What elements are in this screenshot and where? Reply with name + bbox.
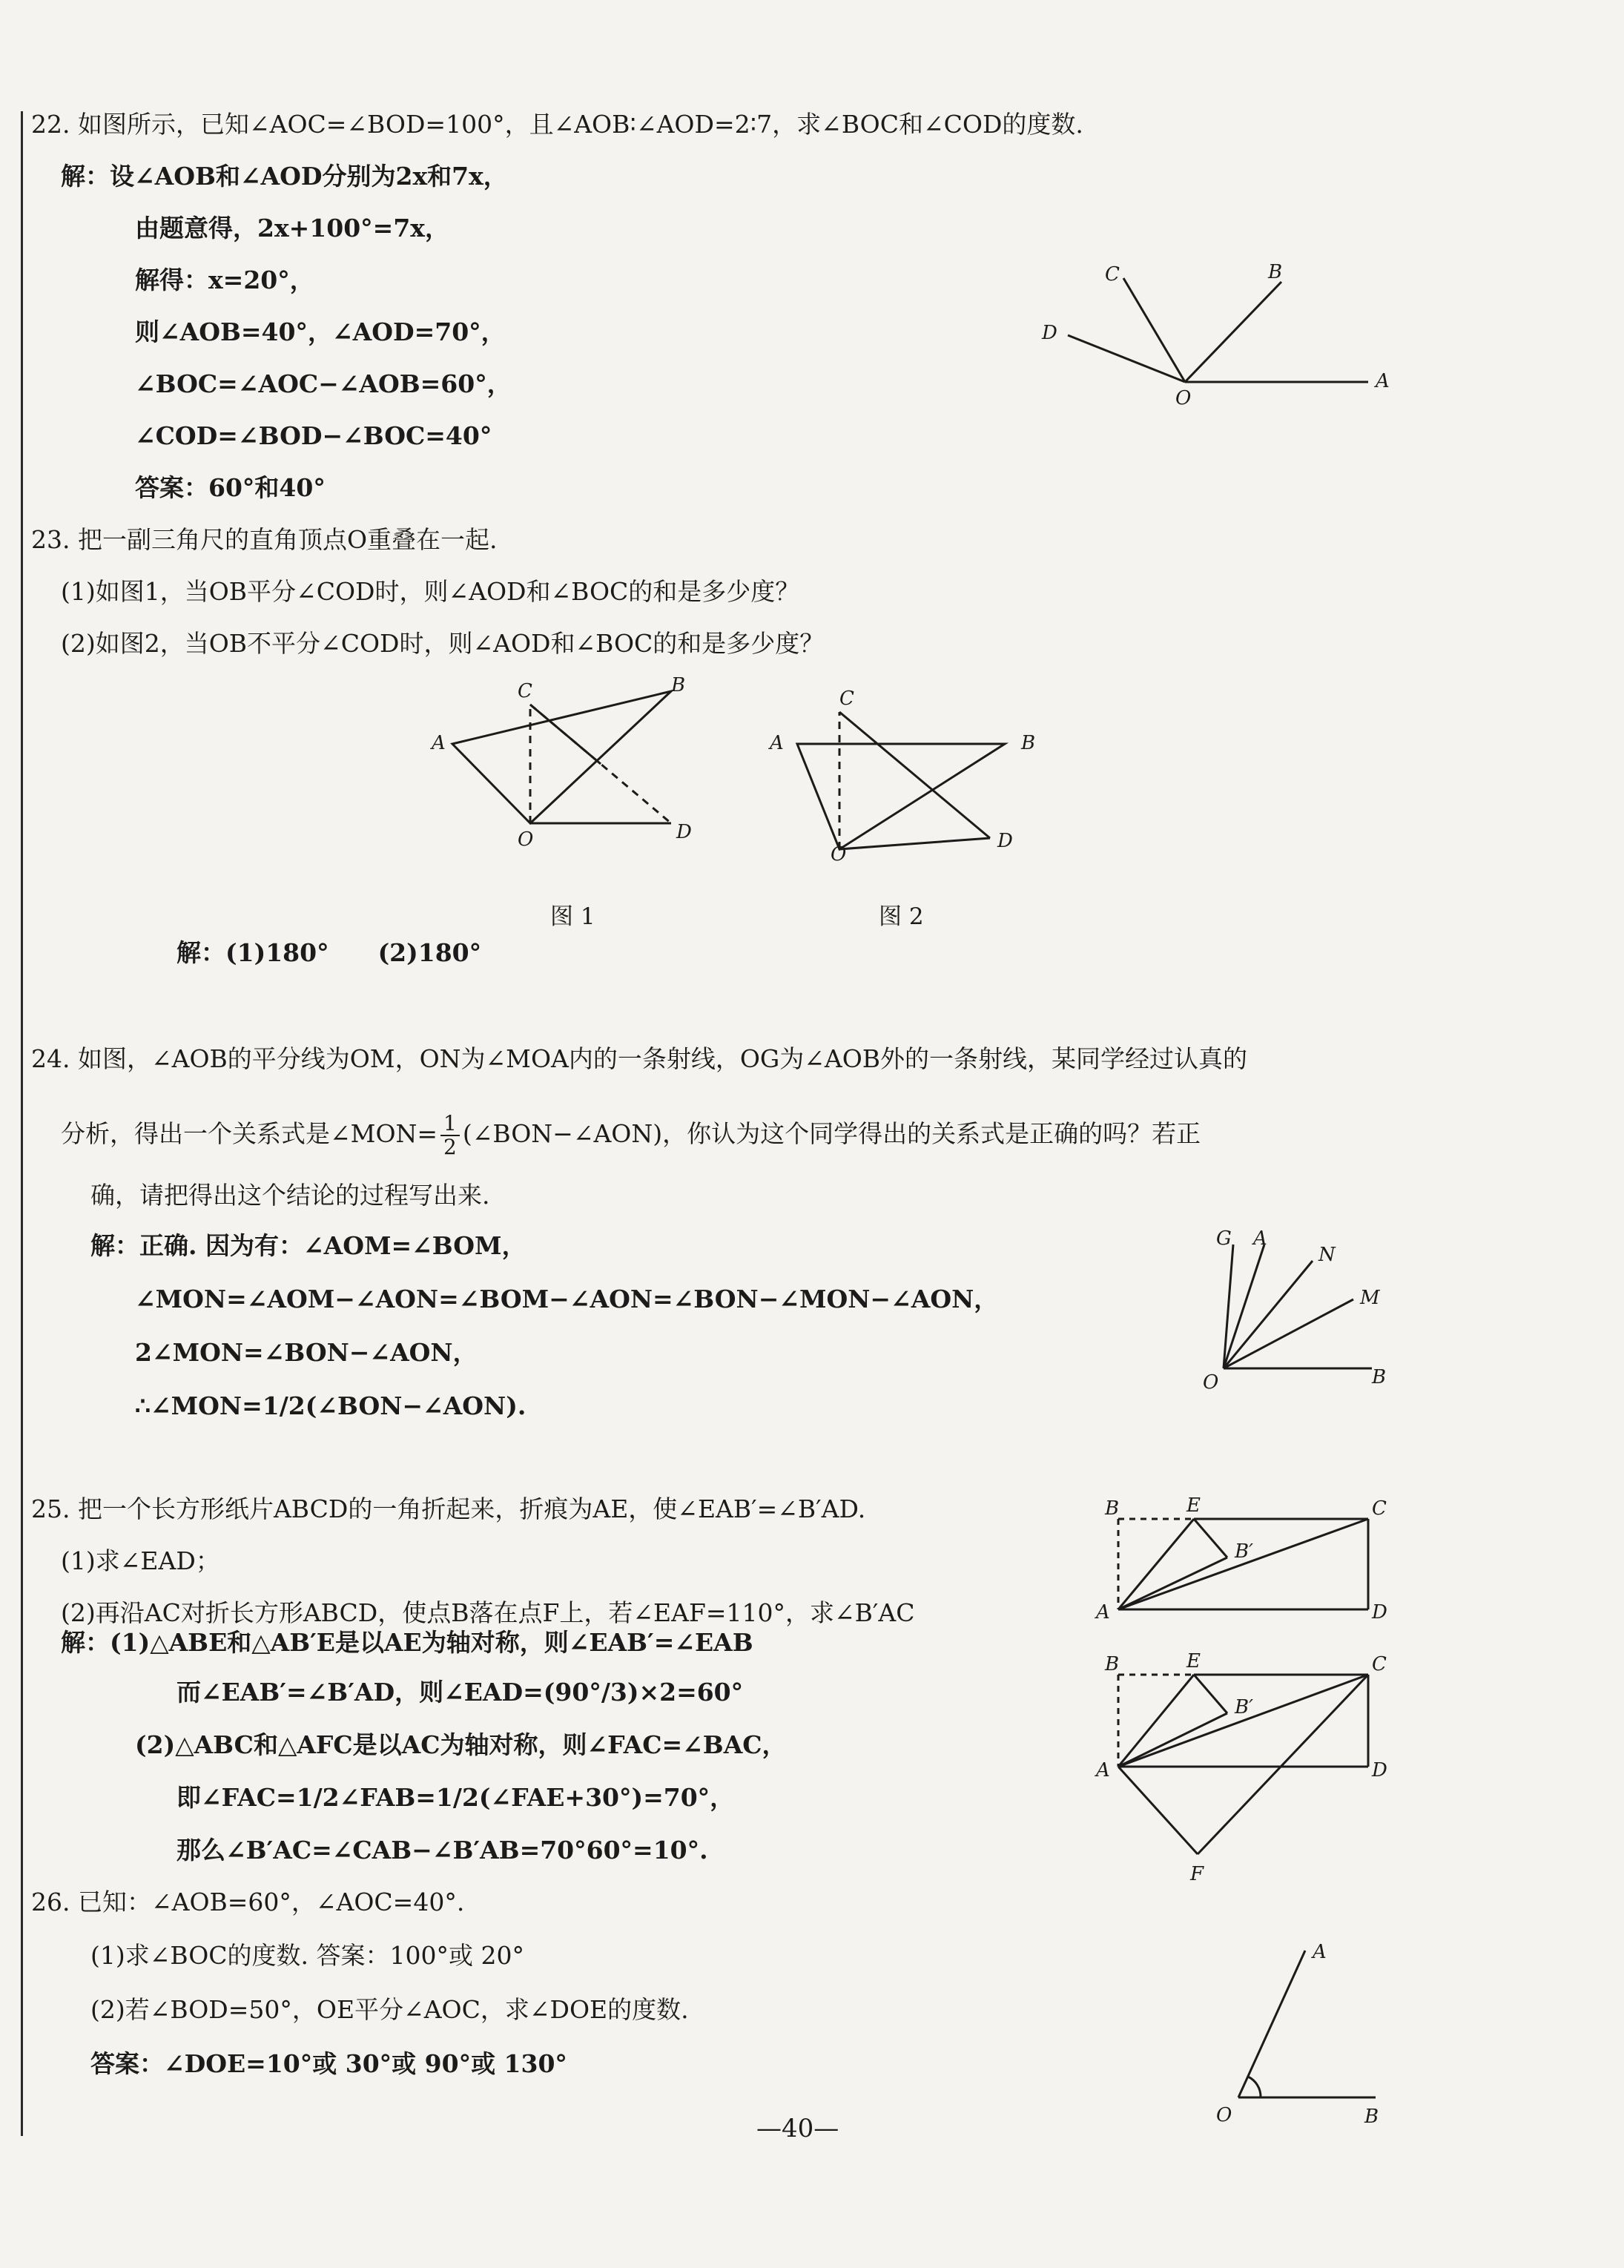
- q23-figure-2: [756, 682, 1053, 866]
- q23-fig2-label-d: D: [997, 830, 1013, 852]
- q23-fig2-label-b: B: [1021, 732, 1036, 754]
- q22-label-o: O: [1175, 387, 1192, 409]
- q22-solution-line: ∠COD=∠BOD−∠BOC=40°: [135, 421, 492, 450]
- q24-fraction: [440, 1112, 460, 1158]
- q23-fig2-caption: 图 2: [879, 903, 924, 930]
- q26-part-1: (1)求∠BOC的度数. 答案：100°或 20°: [90, 1941, 525, 1970]
- q25-fig2-label-a: A: [1096, 1759, 1110, 1781]
- q22-figure: [1031, 252, 1416, 415]
- q24-line2-suffix: (∠BON−∠AON)，你认为这个同学得出的关系式是正确的吗？若正: [462, 1119, 1201, 1148]
- q24-label-b: B: [1372, 1366, 1387, 1388]
- q23-fig1-label-b: B: [671, 674, 686, 696]
- q22-solution-line: 解：设∠AOB和∠AOD分别为2x和7x，: [61, 162, 508, 191]
- q23-figure-1: [423, 675, 719, 853]
- q26-answer: 答案：∠DOE=10°或 30°或 90°或 130°: [90, 2049, 567, 2078]
- q25-part-2: (2)再沿AC对折长方形ABCD，使点B落在点F上，若∠EAF=110°，求∠B′AC: [61, 1598, 915, 1627]
- q26-label-a: A: [1313, 1941, 1327, 1963]
- q24-solution-line: 2∠MON=∠BON−∠AON，: [135, 1338, 478, 1367]
- q25-solution-line: 解：(1)△ABE和△AB′E是以AE为轴对称，则∠EAB′=∠EAB: [61, 1628, 753, 1657]
- q22-solution-line: 解得：x=20°，: [135, 266, 314, 294]
- q24-question-line2: [61, 1112, 1201, 1158]
- q25-part-1: (1)求∠EAD；: [61, 1546, 220, 1575]
- q25-fig1-label-d: D: [1372, 1601, 1387, 1623]
- q25-solution-line: 即∠FAC=1/2∠FAB=1/2(∠FAE+30°)=70°，: [176, 1783, 735, 1812]
- q22-label-d: D: [1042, 322, 1057, 344]
- q24-question-line3: 确，请把得出这个结论的过程写出来.: [90, 1181, 490, 1210]
- q23-fig1-label-c: C: [518, 680, 532, 702]
- page-number: —40—: [756, 2114, 839, 2143]
- q25-figure-1: [1083, 1483, 1409, 1632]
- q25-fig1-label-e: E: [1186, 1494, 1201, 1517]
- q24-label-m: M: [1360, 1287, 1380, 1309]
- q22-solution-line: 则∠AOB=40°，∠AOD=70°，: [135, 317, 506, 346]
- q24-solution-line: 解：正确. 因为有：∠AOM=∠BOM，: [90, 1231, 527, 1260]
- q22-label-a: A: [1376, 370, 1390, 392]
- q24-figure: [1194, 1224, 1409, 1394]
- q22-question: 22. 如图所示，已知∠AOC=∠BOD=100°，且∠AOB∶∠AOD=2∶7，求∠BOC和∠COD的度数.: [31, 110, 1083, 139]
- q24-solution-line: ∠MON=∠AOM−∠AON=∠BOM−∠AON=∠BON−∠MON−∠AON，: [135, 1285, 999, 1313]
- margin-rule: [21, 111, 23, 2136]
- q25-solution-line: (2)△ABC和△AFC是以AC为轴对称，则∠FAC=∠BAC，: [135, 1730, 787, 1759]
- q25-fig2-label-b: B: [1105, 1653, 1120, 1675]
- q23-fig1-label-a: A: [432, 732, 446, 754]
- q25-fig2-label-d: D: [1372, 1759, 1387, 1781]
- q25-fig2-label-c: C: [1372, 1653, 1387, 1675]
- q24-fraction-denominator: 2: [443, 1135, 457, 1159]
- q22-label-c: C: [1105, 263, 1120, 286]
- q24-label-n: N: [1318, 1244, 1336, 1266]
- q24-line2-prefix: 分析，得出一个关系式是∠MON=: [61, 1119, 438, 1148]
- q24-fraction-numerator: 1: [440, 1112, 460, 1136]
- q22-answer: 答案：60°和40°: [135, 473, 326, 502]
- q23-fig1-label-d: D: [676, 821, 692, 843]
- q25-fig2-label-e: E: [1186, 1650, 1201, 1672]
- q22-solution-line: ∠BOC=∠AOC−∠AOB=60°，: [135, 369, 512, 398]
- q26-label-b: B: [1364, 2106, 1379, 2128]
- q23-fig1-caption: 图 1: [550, 903, 595, 930]
- q25-fig1-label-b: B: [1105, 1497, 1120, 1520]
- q25-fig2-label-bprime: B′: [1235, 1696, 1254, 1718]
- q24-label-g: G: [1216, 1227, 1232, 1250]
- q22-label-b: B: [1268, 261, 1283, 283]
- q25-fig2-label-f: F: [1190, 1863, 1204, 1885]
- q25-solution-line: 而∠EAB′=∠B′AD，则∠EAD=(90°/3)×2=60°: [176, 1678, 744, 1707]
- q26-part-2: (2)若∠BOD=50°，OE平分∠AOC，求∠DOE的度数.: [90, 1995, 689, 2024]
- q25-fig1-label-bprime: B′: [1235, 1540, 1254, 1563]
- q23-fig2-label-o: O: [831, 843, 847, 866]
- q25-fig1-label-a: A: [1096, 1601, 1110, 1623]
- q24-label-o: O: [1203, 1371, 1219, 1394]
- q24-label-a: A: [1253, 1227, 1267, 1250]
- q23-fig2-label-a: A: [770, 732, 784, 754]
- q25-question: 25. 把一个长方形纸片ABCD的一角折起来，折痕为AE，使∠EAB′=∠B′AD.: [31, 1494, 866, 1523]
- q23-fig1-label-o: O: [518, 828, 534, 851]
- q25-solution-line: 那么∠B′AC=∠CAB−∠B′AB=70°60°=10°.: [176, 1836, 708, 1865]
- q23-part-2: (2)如图2，当OB不平分∠COD时，则∠AOD和∠BOC的和是多少度？: [61, 629, 825, 658]
- q26-label-o: O: [1216, 2104, 1232, 2126]
- q25-figure-2: [1083, 1639, 1409, 1884]
- q24-question-line1: 24. 如图，∠AOB的平分线为OM，ON为∠MOA内的一条射线，OG为∠AOB外的一条射线，某同学经过认真的: [31, 1044, 1248, 1073]
- q23-part-1: (1)如图1，当OB平分∠COD时，则∠AOD和∠BOC的和是多少度？: [61, 577, 800, 606]
- q22-solution-line: 由题意得，2x+100°=7x，: [135, 214, 449, 243]
- q25-fig1-label-c: C: [1372, 1497, 1387, 1520]
- q23-answer: 解：(1)180° (2)180°: [176, 938, 482, 967]
- q26-figure: [1194, 1936, 1424, 2129]
- q23-question: 23. 把一副三角尺的直角顶点O重叠在一起.: [31, 525, 498, 554]
- q26-question: 26. 已知：∠AOB=60°，∠AOC=40°.: [31, 1888, 465, 1916]
- q24-solution-line: ∴∠MON=1/2(∠BON−∠AON).: [135, 1391, 527, 1420]
- q23-fig2-label-c: C: [839, 688, 854, 710]
